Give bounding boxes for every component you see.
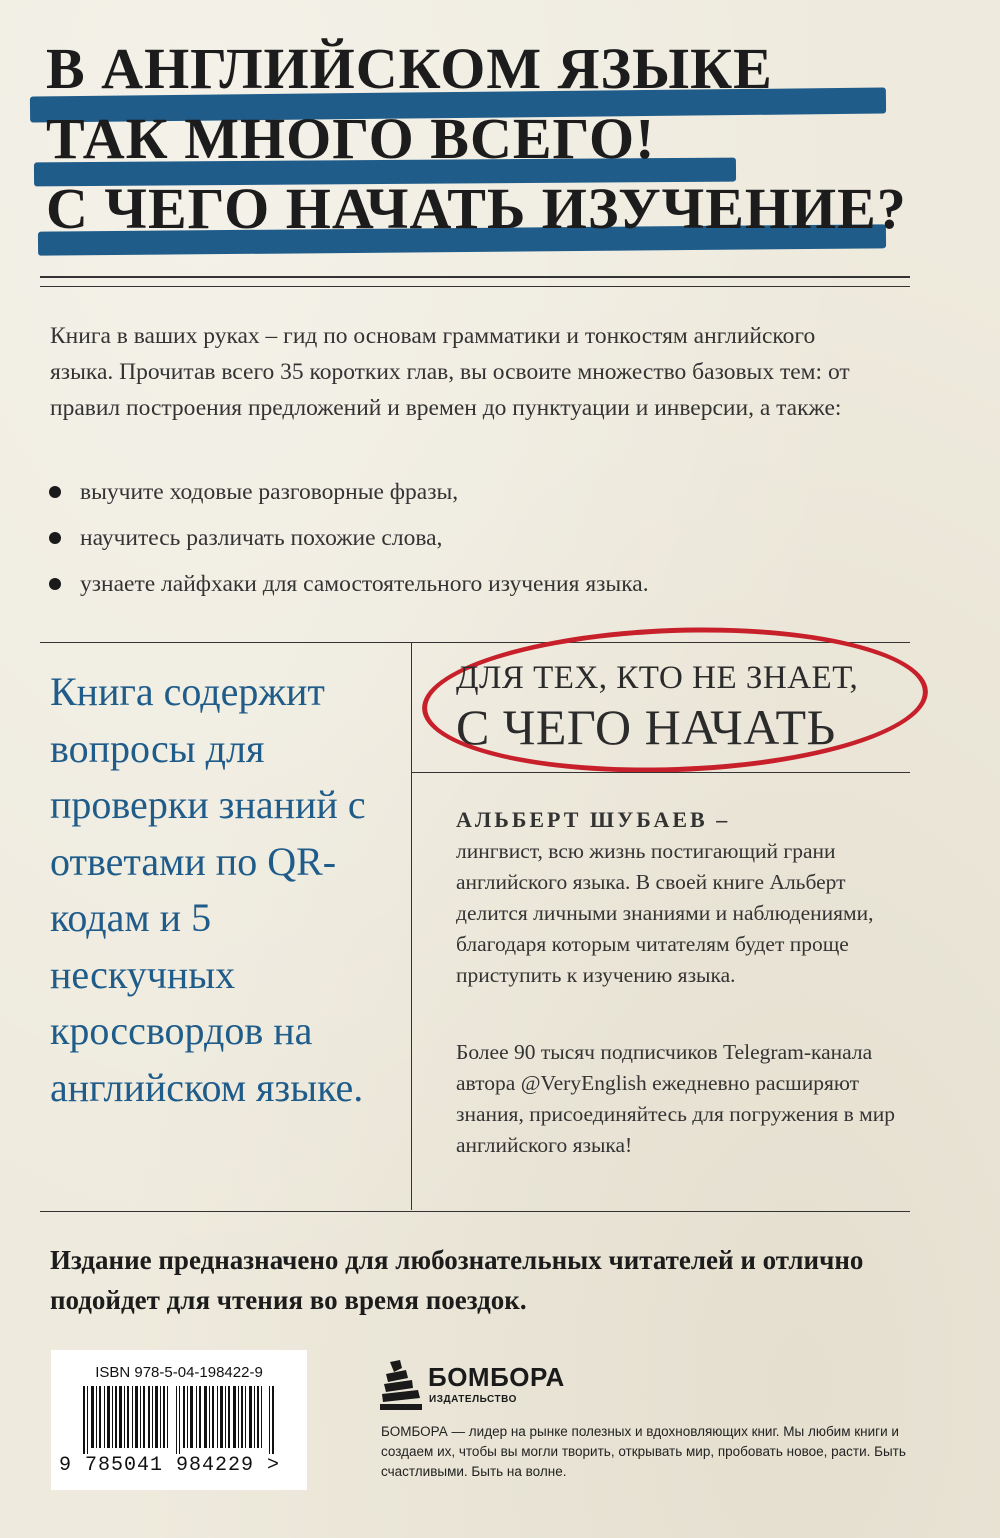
barcode-bars bbox=[83, 1386, 279, 1454]
bullet-text: узнаете лайфхаки для самостоятельного изучения языка. bbox=[80, 571, 649, 597]
divider-top-thin bbox=[40, 286, 910, 287]
divider-top bbox=[40, 276, 910, 278]
author-bio bbox=[456, 804, 916, 991]
list-item bbox=[46, 520, 896, 566]
tagline-line-2: С ЧЕГО НАЧАТЬ bbox=[456, 699, 836, 755]
divider-right bbox=[411, 772, 910, 773]
list-item bbox=[46, 566, 896, 612]
feature-text: Книга содержит вопросы для проверки знаний с ответами по QR-кодам и 5 нескучных кроссвордов на английском языке. bbox=[50, 669, 366, 1110]
headline-line-1: В АНГЛИЙСКОМ ЯЗЫКЕ bbox=[46, 36, 773, 101]
bombora-logo-icon bbox=[380, 1360, 422, 1410]
tagline-line-1: ДЛЯ ТЕХ, КТО НЕ ЗНАЕТ, bbox=[456, 660, 859, 696]
intro-paragraph: Книга в ваших руках – гид по основам грамматики и тонкостям английского языка. Прочитав всего 35 коротких глав, вы освоите множество базовых тем: от правил построения предложений и времен до пунктуации и инверсии, а также: bbox=[50, 323, 850, 421]
author-name: АЛЬБЕРТ ШУБАЕВ – bbox=[456, 807, 731, 832]
bullet-icon bbox=[49, 486, 61, 498]
column-divider bbox=[411, 643, 412, 1210]
bullet-text: выучите ходовые разговорные фразы, bbox=[80, 479, 459, 505]
barcode-number: 9 785041 984229 > bbox=[59, 1454, 281, 1477]
bullet-icon bbox=[49, 578, 61, 590]
bullet-list bbox=[46, 474, 896, 612]
headline-line-3: С ЧЕГО НАЧАТЬ ИЗУЧЕНИЕ? bbox=[46, 176, 907, 241]
publisher-logo bbox=[380, 1360, 570, 1410]
divider-bottom bbox=[40, 1211, 910, 1212]
logo-name: БОМБОРА bbox=[428, 1362, 565, 1392]
logo-subtitle: ИЗДАТЕЛЬСТВО bbox=[429, 1394, 517, 1405]
headline-line-2: ТАК МНОГО ВСЕГО! bbox=[46, 106, 656, 171]
isbn-label: ISBN 978-5-04-198422-9 bbox=[95, 1364, 263, 1381]
headline bbox=[0, 0, 1000, 270]
author-telegram-text: Более 90 тысяч подписчиков Telegram-канала автора @VeryEnglish ежедневно расширяют знания, присоединяйтесь для погружения в мир английского языка! bbox=[456, 1040, 896, 1157]
bullet-text: научитесь различать похожие слова, bbox=[80, 525, 443, 551]
barcode bbox=[51, 1350, 307, 1490]
bullet-icon bbox=[49, 532, 61, 544]
publisher-description: БОМБОРА — лидер на рынке полезных и вдохновляющих книг. Мы любим книги и создаем их, чтобы вы могли творить, открывать мир, пробовать новое, расти. Быть счастливыми. Быть на волне. bbox=[381, 1424, 906, 1479]
list-item bbox=[46, 474, 896, 520]
author-description: лингвист, всю жизнь постигающий грани английского языка. В своей книге Альберт делится личными знаниями и наблюдениями, благодаря которым читателям будет проще приступить к изучению языка. bbox=[456, 839, 874, 987]
purpose-statement: Издание предназначено для любознательных читателей и отлично подойдет для чтения во время поездок. bbox=[50, 1245, 864, 1315]
